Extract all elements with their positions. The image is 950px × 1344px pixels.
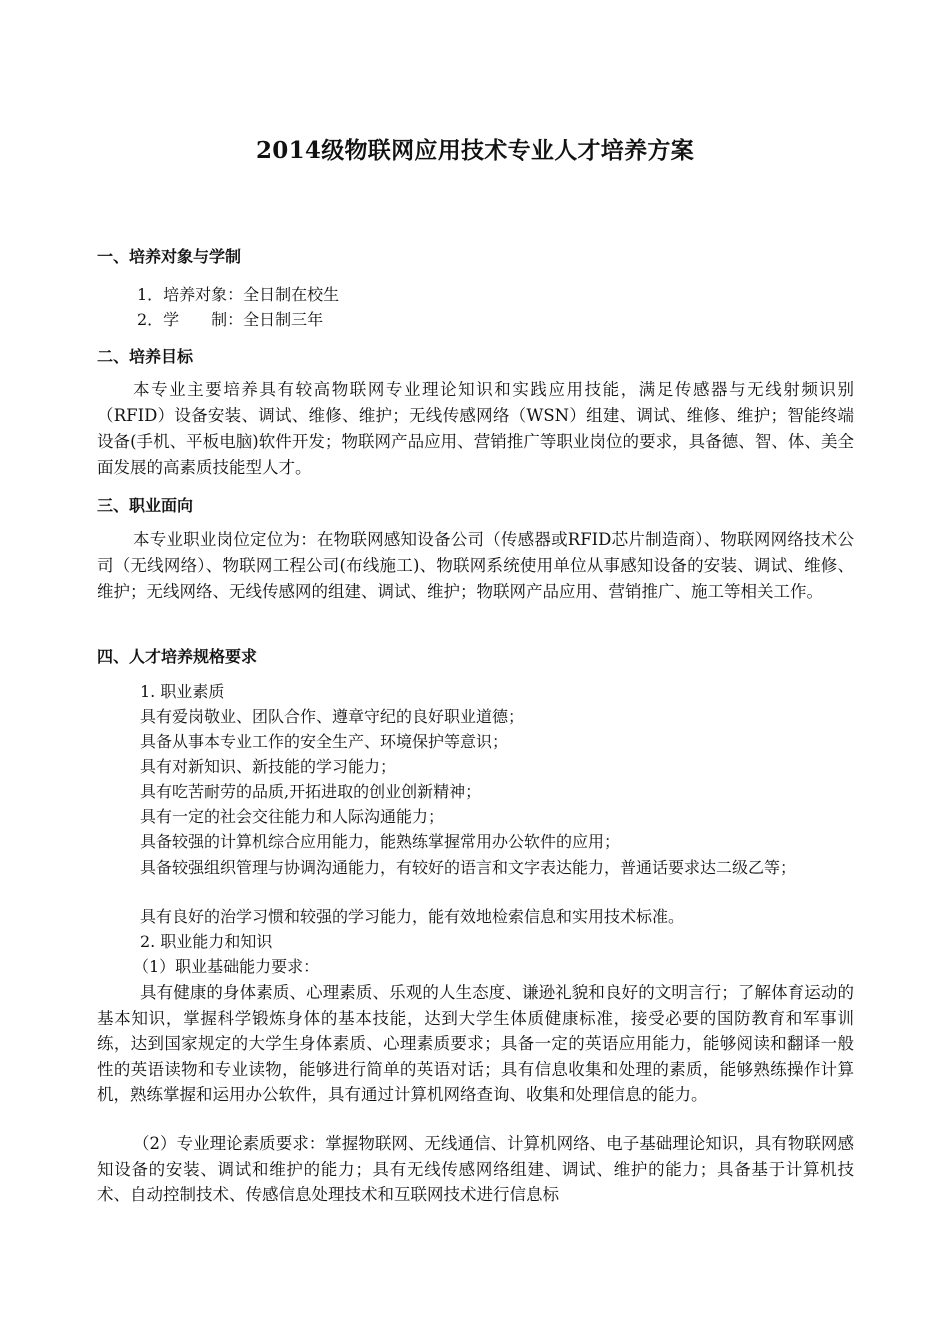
quality-item: 具有爱岗敬业、团队合作、遵章守纪的良好职业道德； [140,707,525,726]
section-heading-2: 二、培养目标 [97,347,194,366]
quality-item: 具有一定的社会交往能力和人际沟通能力； [140,807,445,826]
basic-ability-paragraph: 具有健康的身体素质、心理素质、乐观的人生态度、谦逊礼貌和良好的文明言行；了解体育运动的基本知识，掌握科学锻炼身体的基本技能，达到大学生体质健康标准，接受必要的国防教育和军事训练，达到国家规定的大学生身体素质、心理素质要求；具备一定的英语应用能力，能够阅读和翻译一般性的英语读物和专业读物，能够进行简单的英语对话；具有信息收集和处理的素质，能够熟练操作计算机，熟练掌握和运用办公软件，具有通过计算机网络查询、收集和处理信息的能力。 [97,983,854,1104]
quality-item: 具有对新知识、新技能的学习能力； [140,757,397,776]
subsection-title-quality: 1. 职业素质 [140,682,225,701]
section2-paragraph: 本专业主要培养具有较高物联网专业理论知识和实践应用技能，满足传感器与无线射频识别（RFID）设备安装、调试、维修、维护；无线传感网络（WSN）组建、调试、维修、维护；智能终端设备(手机、平板电脑)软件开发；物联网产品应用、营销推广等职业岗位的要求，具备德、智、体、美全面发展的高素质技能型人才。 [97,380,854,477]
quality-item: 具备较强组织管理与协调沟通能力，有较好的语言和文字表达能力，普通话要求达二级乙等； [140,858,797,877]
section-heading-4: 四、人才培养规格要求 [97,647,258,666]
section1-item-2: 2．学 制：全日制三年 [137,310,324,329]
section1-item-1: 1．培养对象：全日制在校生 [137,285,340,304]
section3-paragraph: 本专业职业岗位定位为：在物联网感知设备公司（传感器或RFID芯片制造商）、物联网网络技术公司（无线网络）、物联网工程公司(布线施工)、物联网系统使用单位从事感知设备的安装、调试、维修、维护；无线网络、无线传感网的组建、调试、维护；物联网产品应用、营销推广、施工等相关工作。 [97,530,854,601]
subsection-title-ability: 2. 职业能力和知识 [140,932,273,951]
theory-requirement-paragraph: （2）专业理论素质要求：掌握物联网、无线通信、计算机网络、电子基础理论知识，具有物联网感知设备的安装、调试和维护的能力；具有无线传感网络组建、调试、维护的能力；具备基于计算机技术、自动控制技术、传感信息处理技术和互联网技术进行信息标 [97,1134,854,1204]
document-title: 2014级物联网应用技术专业人才培养方案 [255,137,694,164]
quality-item: 具备较强的计算机综合应用能力，能熟练掌握常用办公软件的应用； [140,832,621,851]
section-heading-1: 一、培养对象与学制 [97,247,242,266]
quality-item: 具有吃苦耐劳的品质,开拓进取的创业创新精神； [140,782,482,801]
quality-item: 具备从事本专业工作的安全生产、环境保护等意识； [140,732,509,751]
section-heading-3: 三、职业面向 [97,496,194,515]
subsection-title-basic-ability: （1）职业基础能力要求： [133,957,320,976]
quality-item: 具有良好的治学习惯和较强的学习能力，能有效地检索信息和实用技术标准。 [140,907,685,926]
